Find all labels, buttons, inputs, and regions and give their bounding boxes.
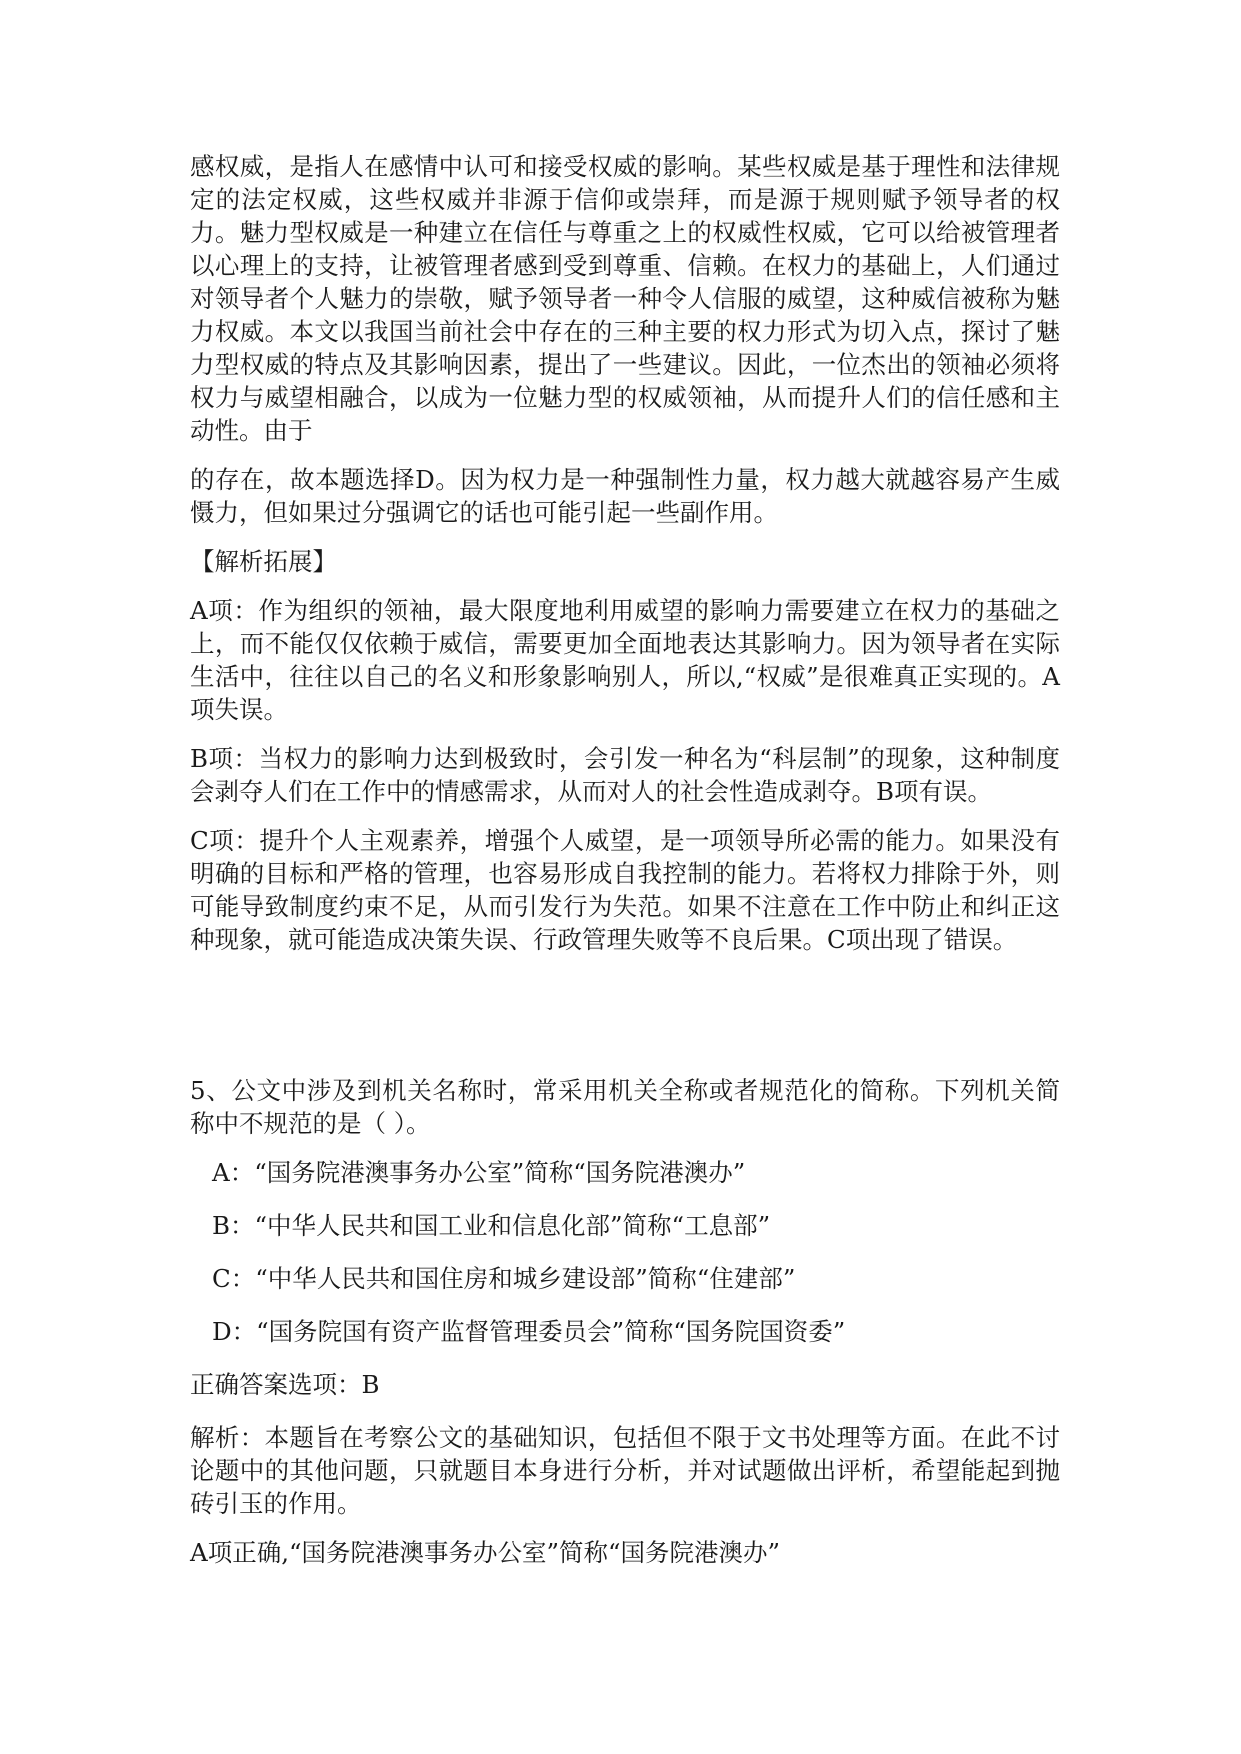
paragraph-authority-intro: 感权威，是指人在感情中认可和接受权威的影响。某些权威是基于理性和法律规定的法定权威，这些权威并非源于信仰或崇拜，而是源于规则赋予领导者的权力。魅力型权威是一种建立在信任与尊重之上的权威性权威，它可以给被管理者以心理上的支持，让被管理者感到受到尊重、信赖。在权力的基础上，人们通过对领导者个人魅力的崇敬，赋予领导者一种令人信服的威望，这种威信被称为魅力权威。本文以我国当前社会中存在的三种主要的权力形式为切入点，探讨了魅力型权威的特点及其影响因素，提出了一些建议。因此，一位杰出的领袖必须将权力与威望相融合，以成为一位魅力型的权威领袖，从而提升人们的信任感和主动性。由于 xyxy=(190,152,1060,445)
option-d: D：“国务院国有资产监督管理委员会”简称“国务院国资委” xyxy=(212,1317,846,1346)
paragraph-option-c-analysis: C项：提升个人主观素养，增强个人威望，是一项领导所必需的能力。如果没有明确的目标和严格的管理，也容易形成自我控制的能力。若将权力排除于外，则可能导致制度约束不足，从而引发行为失范。如果不注意在工作中防止和纠正这种现象，就可能造成决策失误、行政管理失败等不良后果。C项出现了错误。 xyxy=(190,826,1060,954)
correct-answer: 正确答案选项：B xyxy=(190,1370,380,1399)
option-a: A：“国务院港澳事务办公室”简称“国务院港澳办” xyxy=(212,1158,746,1187)
option-b: B：“中华人民共和国工业和信息化部”简称“工息部” xyxy=(212,1211,771,1240)
question-stem: 5、公文中涉及到机关名称时，常采用机关全称或者规范化的简称。下列机关简称中不规范的是（ ）。 xyxy=(190,1076,1060,1138)
paragraph-option-b-analysis: B项：当权力的影响力达到极致时，会引发一种名为“科层制”的现象，这种制度会剥夺人们在工作中的情感需求，从而对人的社会性造成剥夺。B项有误。 xyxy=(190,744,1060,806)
paragraph-conclusion: 的存在，故本题选择D。因为权力是一种强制性力量，权力越大就越容易产生威慑力，但如果过分强调它的话也可能引起一些副作用。 xyxy=(190,465,1060,527)
option-c: C：“中华人民共和国住房和城乡建设部”简称“住建部” xyxy=(212,1264,796,1293)
question-options xyxy=(190,1156,1060,1348)
question-analysis: 解析：本题旨在考察公文的基础知识，包括但不限于文书处理等方面。在此不讨论题中的其他问题，只就题目本身进行分析，并对试题做出评析，希望能起到抛砖引玉的作用。 xyxy=(190,1423,1060,1518)
section-heading-analysis-extension: 【解析拓展】 xyxy=(190,547,337,576)
document-body xyxy=(190,150,1060,1585)
paragraph-option-a-analysis: A项：作为组织的领袖，最大限度地利用威望的影响力需要建立在权力的基础之上，而不能仅仅依赖于威信，需要更加全面地表达其影响力。因为领导者在实际生活中，往往以自己的名义和形象影响别人，所以,“权威”是很难真正实现的。A项失误。 xyxy=(190,596,1060,724)
option-a-note: A项正确,“国务院港澳事务办公室”简称“国务院港澳办” xyxy=(190,1538,781,1567)
